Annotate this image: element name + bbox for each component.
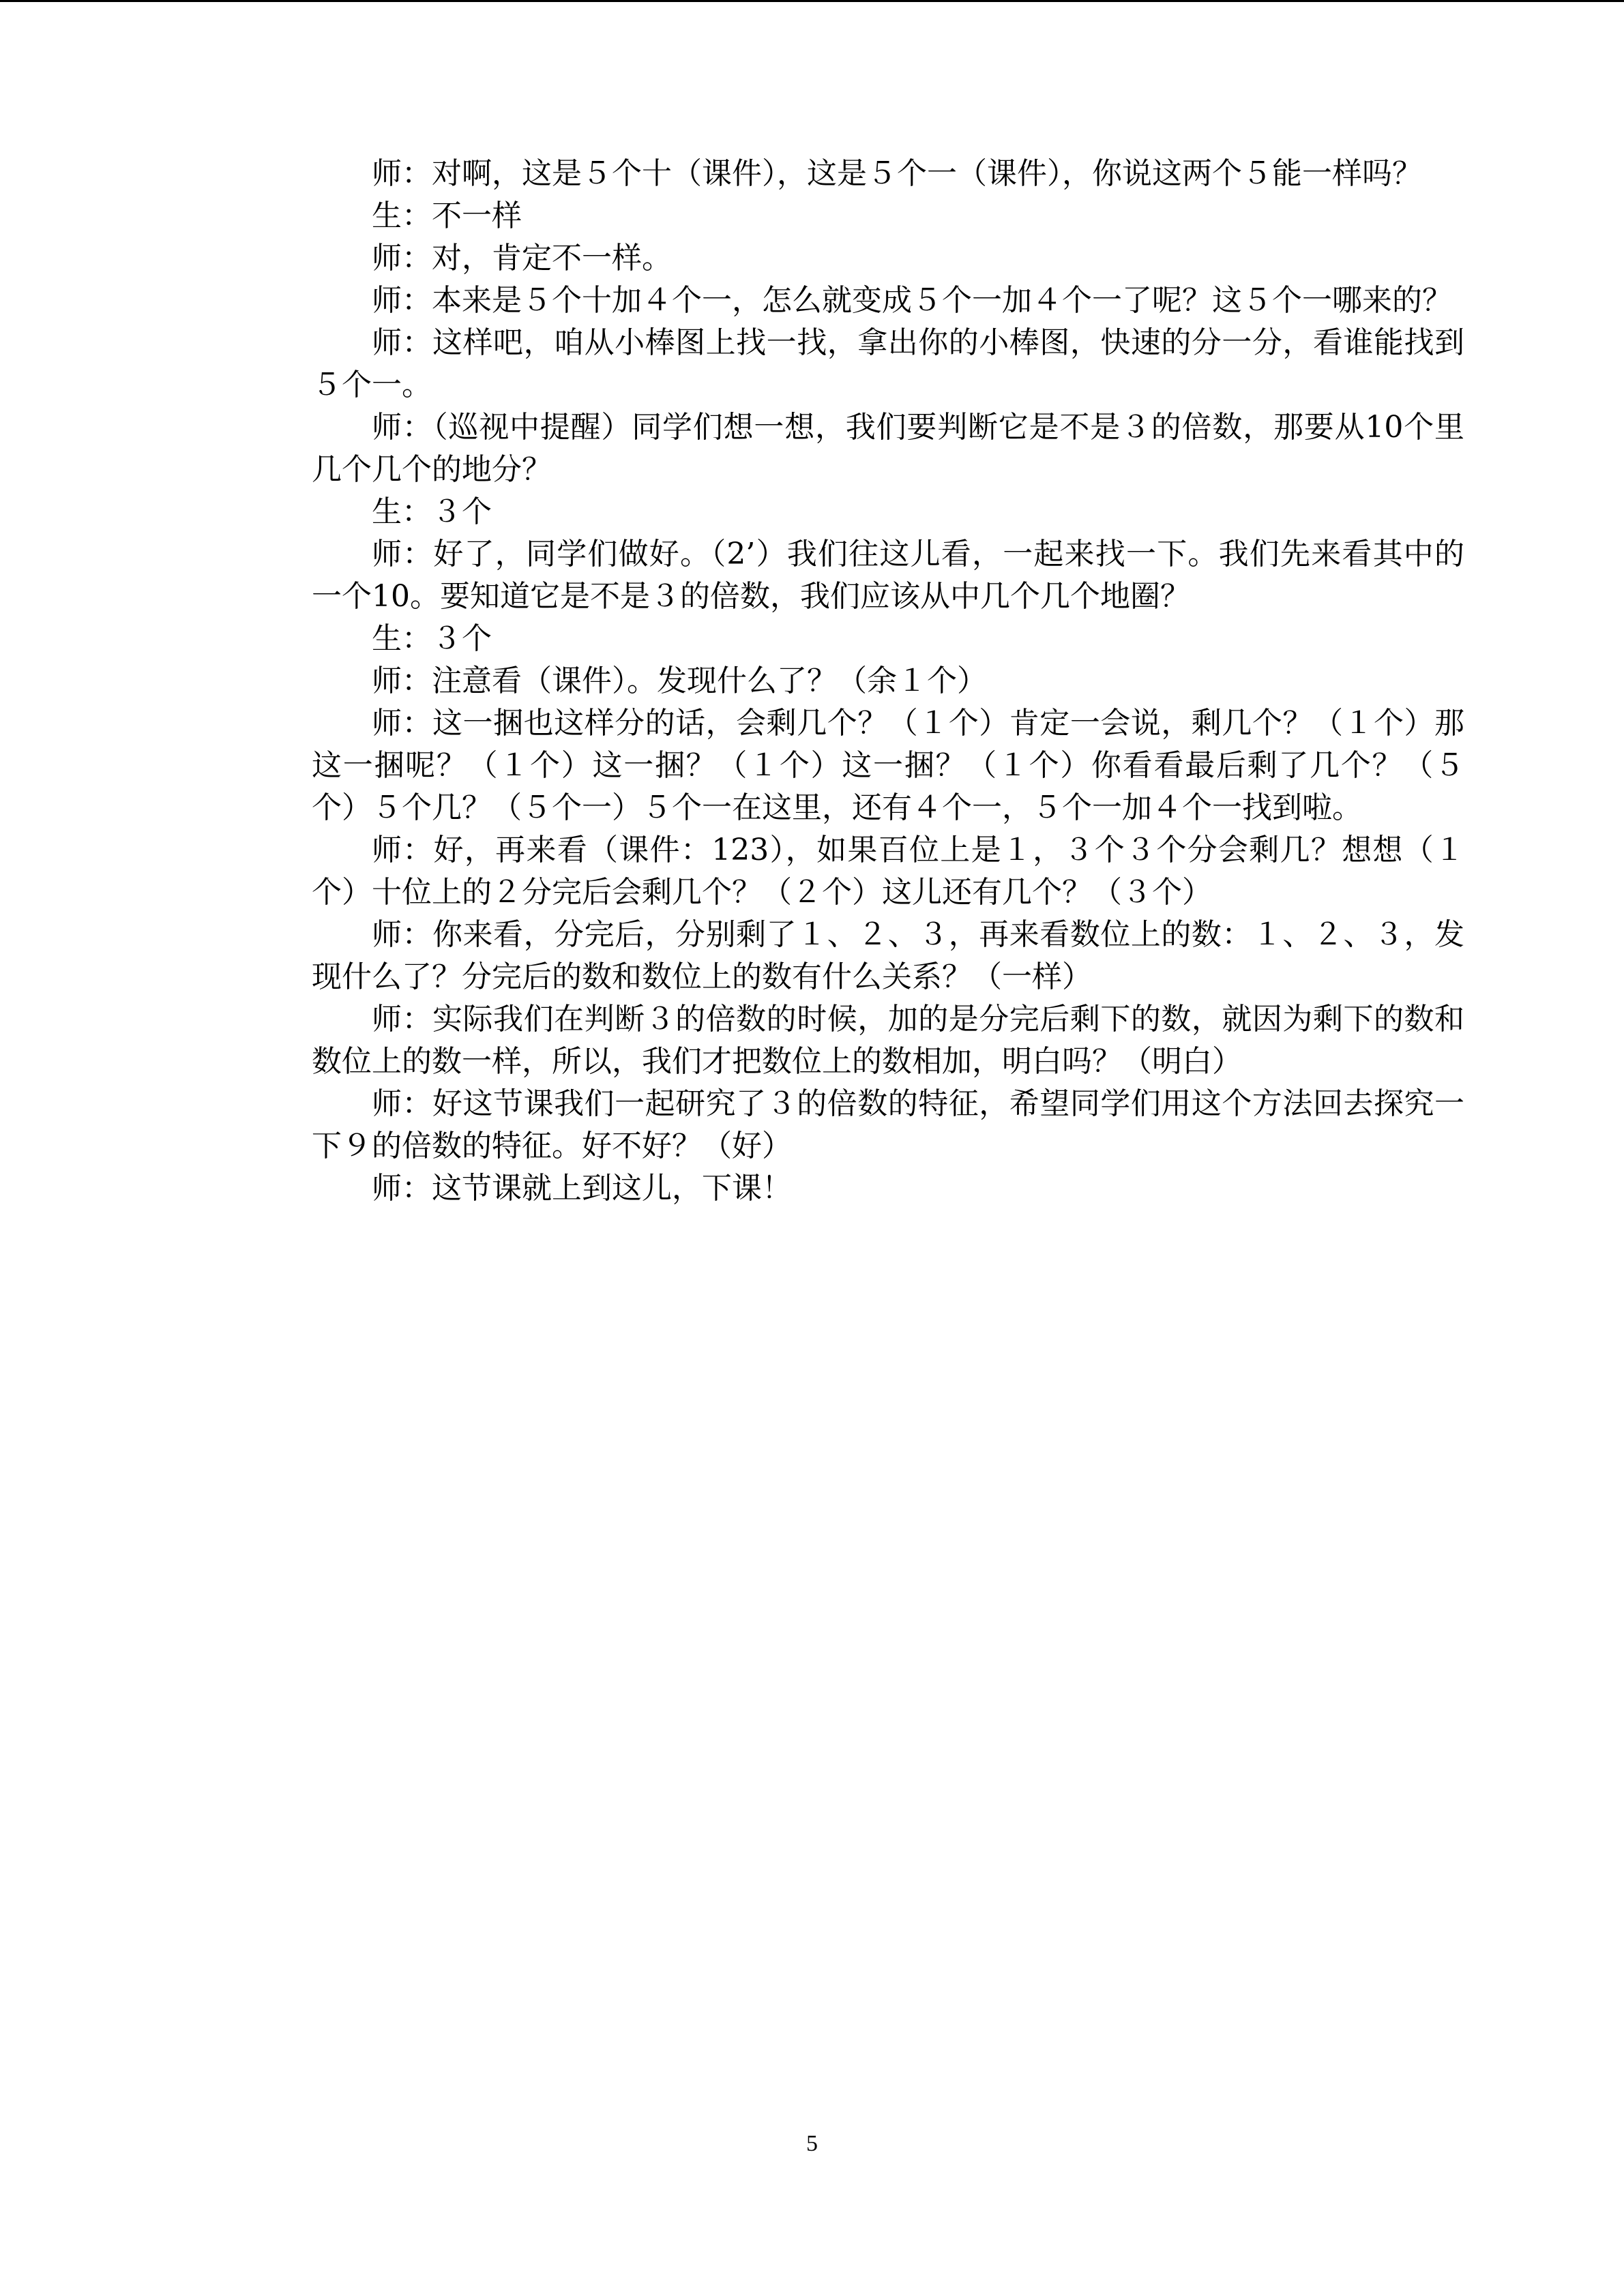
page-top-border: [0, 0, 1624, 2]
paragraph-9: 生：３个: [372, 621, 492, 656]
paragraph-15: 师：好这节课我们一起研究了３的倍数的特征，希望同学们用这个方法回去探究一下９的倍数的特征。好不好？（好）: [312, 1086, 1464, 1163]
paragraph-12: 师：好，再来看（课件：123），如果百位上是１，３个３个分会剩几？想想（１个）十位上的２分完后会剩几个？（２个）这儿还有几个？（３个）: [312, 833, 1464, 910]
paragraph-16: 师：这节课就上到这儿，下课！: [372, 1171, 792, 1206]
paragraph-8: 师：好了，同学们做好。（2’）我们往这儿看，一起来找一下。我们先来看其中的一个10。要知道它是不是３的倍数，我们应该从中几个几个地圈？: [312, 537, 1464, 614]
paragraph-14: 师：实际我们在判断３的倍数的时候，加的是分完后剩下的数，就因为剩下的数和数位上的数一样，所以，我们才把数位上的数相加，明白吗？（明白）: [312, 1002, 1464, 1079]
document-body: [312, 153, 1464, 1210]
paragraph-2: 生：不一样: [372, 198, 522, 233]
paragraph-10: 师：注意看（课件）。发现什么了？（余１个）: [372, 664, 987, 698]
paragraph-13: 师：你来看，分完后，分别剩了１、２、３，再来看数位上的数：１、２、３，发现什么了？分完后的数和数位上的数有什么关系？（一样）: [312, 917, 1464, 994]
paragraph-11: 师：这一捆也这样分的话，会剩几个？（１个）肯定一会说，剩几个？（１个）那这一捆呢？（１个）这一捆？（１个）这一捆？（１个）你看看最后剩了几个？（５个）５个几？（５个一）５个一在这里，还有４个一，５个一加４个一找到啦。: [312, 706, 1464, 825]
paragraph-6: 师：（巡视中提醒）同学们想一想，我们要判断它是不是３的倍数，那要从10个里几个几个的地分？: [312, 410, 1464, 487]
paragraph-5: 师：这样吧，咱从小棒图上找一找，拿出你的小棒图，快速的分一分，看谁能找到５个一。: [312, 325, 1464, 402]
paragraph-3: 师：对，肯定不一样。: [372, 241, 672, 275]
page-number: 5: [806, 2131, 818, 2156]
paragraph-4: 师：本来是５个十加４个一，怎么就变成５个一加４个一了呢？这５个一哪来的？: [372, 283, 1452, 318]
paragraph-7: 生：３个: [372, 494, 492, 529]
paragraph-1: 师：对啊，这是５个十（课件），这是５个一（课件），你说这两个５能一样吗？: [372, 156, 1422, 191]
